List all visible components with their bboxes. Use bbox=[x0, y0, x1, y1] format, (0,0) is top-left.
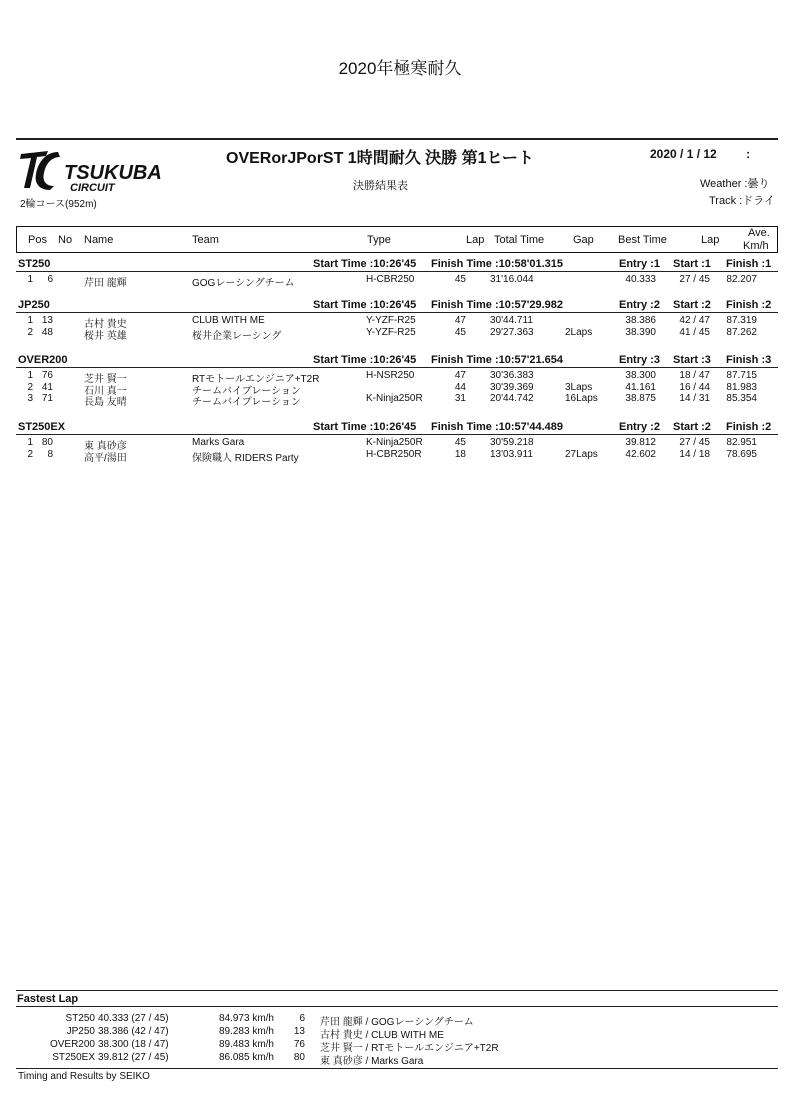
class-header-row bbox=[16, 258, 778, 272]
fl-rider: 芹田 龍輝 / GOGレーシングチーム bbox=[320, 1017, 474, 1028]
cell-ave: 87.715 bbox=[726, 370, 757, 381]
cell-best-lap: 27 / 45 bbox=[679, 274, 710, 285]
fl-time: 40.333 (27 / 45) bbox=[98, 1013, 169, 1024]
cell-no: 71 bbox=[41, 393, 53, 404]
course-label: 2輪コース(952m) bbox=[20, 199, 97, 210]
fl-speed: 89.283 km/h bbox=[218, 1026, 274, 1037]
tsukuba-circuit-logo bbox=[18, 146, 198, 194]
col-total-time: Total Time bbox=[494, 234, 545, 246]
col-ave: Ave. bbox=[748, 227, 770, 239]
cell-best: 42.602 bbox=[625, 448, 656, 460]
cell-best: 40.333 bbox=[625, 274, 656, 285]
class-name: ST250 bbox=[18, 258, 51, 270]
cell-total: 20'44.742 bbox=[490, 393, 534, 404]
class-start: Start :2 bbox=[673, 421, 711, 433]
cell-no: 41 bbox=[41, 381, 53, 393]
cell-gap: 27Laps bbox=[565, 448, 598, 460]
cell-best-lap: 27 / 45 bbox=[679, 437, 710, 448]
class-start-time: Start Time :10:26'45 bbox=[313, 354, 417, 366]
cell-best-lap: 42 / 47 bbox=[679, 315, 710, 326]
class-divider bbox=[16, 312, 778, 313]
top-divider bbox=[16, 138, 778, 140]
col-pos: Pos bbox=[28, 234, 47, 246]
cell-pos: 3 bbox=[27, 393, 33, 404]
cell-name: 長島 友晴 bbox=[84, 397, 127, 408]
table-row bbox=[16, 370, 778, 385]
cell-pos: 1 bbox=[27, 370, 33, 381]
class-finish-time: Finish Time :10:57'44.489 bbox=[431, 421, 564, 433]
fastest-lap-row bbox=[0, 1013, 800, 1028]
cell-total: 30'36.383 bbox=[490, 370, 534, 381]
class-start-time: Start Time :10:26'45 bbox=[313, 421, 417, 433]
fl-class: OVER200 bbox=[49, 1039, 95, 1050]
cell-type: H-NSR250 bbox=[366, 370, 415, 381]
race-subtitle: 決勝結果表 bbox=[353, 180, 408, 192]
cell-ave: 87.262 bbox=[726, 326, 757, 338]
race-title: OVERorJPorST 1時間耐久 決勝 第1ヒート bbox=[226, 150, 534, 167]
class-start: Start :1 bbox=[673, 258, 711, 270]
cell-best-lap: 16 / 44 bbox=[679, 381, 710, 393]
cell-name: 東 真砂彦 bbox=[84, 441, 127, 452]
tc-logo-icon bbox=[18, 146, 198, 194]
class-header-row bbox=[16, 299, 778, 313]
class-start-time: Start Time :10:26'45 bbox=[313, 258, 417, 270]
col-gap: Gap bbox=[573, 234, 594, 246]
table-row bbox=[16, 326, 778, 342]
col-ave-unit: Km/h bbox=[743, 240, 769, 252]
cell-lap: 45 bbox=[454, 437, 466, 448]
class-name: JP250 bbox=[18, 299, 50, 311]
fl-class: ST250EX bbox=[52, 1052, 95, 1063]
cell-name: 芹田 龍輝 bbox=[84, 278, 127, 289]
cell-best: 41.161 bbox=[625, 381, 656, 393]
cell-best: 38.390 bbox=[625, 326, 656, 338]
cell-team: CLUB WITH ME bbox=[192, 315, 265, 326]
fl-no: 13 bbox=[293, 1026, 305, 1037]
fl-class: JP250 bbox=[66, 1026, 95, 1037]
fl-class: ST250 bbox=[65, 1013, 95, 1024]
cell-total: 30'44.711 bbox=[490, 315, 533, 326]
cell-gap: 16Laps bbox=[565, 393, 598, 404]
class-name: OVER200 bbox=[18, 354, 68, 366]
cell-best-lap: 14 / 18 bbox=[679, 448, 710, 460]
cell-no: 80 bbox=[41, 437, 53, 448]
race-date-value: 2020 / 1 / 12 bbox=[650, 147, 717, 161]
cell-pos: 2 bbox=[27, 448, 33, 460]
fl-no: 80 bbox=[293, 1052, 305, 1063]
class-entry: Entry :1 bbox=[619, 258, 660, 270]
fl-time: 39.812 (27 / 45) bbox=[98, 1052, 169, 1063]
cell-name: 古村 貴史 bbox=[84, 319, 127, 330]
cell-gap: 2Laps bbox=[565, 326, 593, 338]
cell-type: Y-YZF-R25 bbox=[366, 326, 416, 338]
class-start: Start :2 bbox=[673, 299, 711, 311]
cell-best: 38.300 bbox=[625, 370, 656, 381]
logo-text-sub: CIRCUIT bbox=[70, 182, 115, 194]
fastest-lap-title: Fastest Lap bbox=[17, 993, 79, 1005]
fl-rider: 東 真砂彦 / Marks Gara bbox=[320, 1056, 424, 1067]
cell-no: 48 bbox=[41, 326, 53, 338]
fl-rider: 古村 貴史 / CLUB WITH ME bbox=[320, 1030, 444, 1041]
cell-team: Marks Gara bbox=[192, 437, 245, 448]
cell-lap: 47 bbox=[454, 315, 466, 326]
col-lap: Lap bbox=[466, 234, 485, 246]
col-name: Name bbox=[84, 234, 114, 246]
fl-time: 38.386 (42 / 47) bbox=[98, 1026, 169, 1037]
race-date bbox=[650, 147, 750, 161]
cell-lap: 31 bbox=[454, 393, 466, 404]
cell-type: K-Ninja250R bbox=[366, 393, 423, 404]
class-name: ST250EX bbox=[18, 421, 66, 433]
col-best-lap: Lap bbox=[701, 234, 720, 246]
class-finish: Finish :2 bbox=[726, 299, 772, 311]
col-type: Type bbox=[367, 234, 391, 246]
class-finish-time: Finish Time :10:58'01.315 bbox=[431, 258, 564, 270]
cell-lap: 44 bbox=[454, 381, 466, 393]
class-divider bbox=[16, 367, 778, 368]
col-no: No bbox=[58, 234, 73, 246]
cell-name: 高平/湯田 bbox=[84, 452, 127, 464]
cell-team: 桜井企業レーシング bbox=[192, 330, 282, 342]
cell-team: 保険職人 RIDERS Party bbox=[192, 452, 299, 464]
cell-lap: 45 bbox=[454, 274, 466, 285]
class-finish: Finish :2 bbox=[726, 421, 772, 433]
cell-total: 29'27.363 bbox=[490, 326, 534, 338]
fl-rider: 芝井 賢一 / RTモトールエンジニア+T2R bbox=[320, 1043, 499, 1054]
cell-total: 13'03.911 bbox=[490, 448, 533, 460]
fastest-lap-row bbox=[0, 1039, 800, 1054]
cell-best: 38.386 bbox=[625, 315, 656, 326]
cell-ave: 82.207 bbox=[726, 274, 757, 285]
col-best-time: Best Time bbox=[618, 234, 667, 246]
cell-best: 38.875 bbox=[625, 393, 656, 404]
cell-no: 13 bbox=[41, 315, 53, 326]
fastest-lap-underline bbox=[16, 1006, 778, 1007]
cell-ave: 78.695 bbox=[726, 448, 757, 460]
footer-divider bbox=[16, 1068, 778, 1069]
class-header-row bbox=[16, 354, 778, 368]
class-divider bbox=[16, 271, 778, 272]
cell-team: チームバイブレーション bbox=[192, 385, 301, 397]
footer-credit: Timing and Results by SEIKO bbox=[18, 1071, 150, 1082]
cell-pos: 2 bbox=[27, 381, 33, 393]
cell-total: 30'59.218 bbox=[490, 437, 534, 448]
class-divider bbox=[16, 434, 778, 435]
table-row bbox=[16, 274, 778, 289]
cell-pos: 1 bbox=[27, 274, 33, 285]
cell-ave: 81.983 bbox=[726, 381, 757, 393]
cell-best-lap: 41 / 45 bbox=[679, 326, 710, 338]
table-row bbox=[16, 448, 778, 464]
cell-total: 31'16.044 bbox=[490, 274, 534, 285]
class-finish: Finish :3 bbox=[726, 354, 772, 366]
cell-pos: 2 bbox=[27, 326, 33, 338]
logo-text-main: TSUKUBA bbox=[64, 162, 162, 184]
cell-best: 39.812 bbox=[625, 437, 656, 448]
class-entry: Entry :3 bbox=[619, 354, 660, 366]
cell-total: 30'39.369 bbox=[490, 381, 534, 393]
cell-lap: 47 bbox=[454, 370, 466, 381]
track-label: Track :ドライ bbox=[709, 195, 775, 207]
cell-team: チームバイブレーション bbox=[192, 397, 301, 408]
class-finish: Finish :1 bbox=[726, 258, 772, 270]
cell-best-lap: 18 / 47 bbox=[679, 370, 710, 381]
table-row bbox=[16, 437, 778, 452]
class-start-time: Start Time :10:26'45 bbox=[313, 299, 417, 311]
cell-ave: 87.319 bbox=[726, 315, 757, 326]
table-row bbox=[16, 393, 778, 408]
fl-speed: 84.973 km/h bbox=[218, 1013, 274, 1024]
cell-team: RTモトールエンジニア+T2R bbox=[192, 374, 320, 385]
cell-ave: 85.354 bbox=[726, 393, 757, 404]
class-finish-time: Finish Time :10:57'21.654 bbox=[431, 354, 564, 366]
class-finish-time: Finish Time :10:57'29.982 bbox=[431, 299, 564, 311]
col-team: Team bbox=[192, 234, 219, 246]
cell-name: 芝井 賢一 bbox=[84, 374, 127, 385]
cell-gap: 3Laps bbox=[565, 381, 593, 393]
table-row bbox=[16, 315, 778, 330]
cell-lap: 45 bbox=[454, 326, 466, 338]
cell-no: 8 bbox=[47, 448, 53, 460]
fastest-lap-row bbox=[0, 1026, 800, 1041]
class-entry: Entry :2 bbox=[619, 299, 660, 311]
cell-type: H-CBR250 bbox=[366, 274, 415, 285]
class-header-row bbox=[16, 421, 778, 435]
fl-no: 76 bbox=[293, 1039, 305, 1050]
cell-name: 桜井 英雄 bbox=[84, 330, 127, 342]
page-title: 2020年極寒耐久 bbox=[338, 59, 462, 78]
cell-pos: 1 bbox=[27, 437, 33, 448]
cell-team: GOGレーシングチーム bbox=[192, 278, 295, 289]
cell-type: H-CBR250R bbox=[366, 448, 422, 460]
cell-no: 76 bbox=[41, 370, 53, 381]
fl-speed: 89.483 km/h bbox=[218, 1039, 274, 1050]
cell-type: K-Ninja250R bbox=[366, 437, 423, 448]
cell-name: 石川 真一 bbox=[84, 385, 127, 397]
race-date-suffix: : bbox=[746, 147, 751, 161]
table-row bbox=[16, 381, 778, 397]
cell-type: Y-YZF-R25 bbox=[366, 315, 416, 326]
fl-no: 6 bbox=[299, 1013, 305, 1024]
cell-best-lap: 14 / 31 bbox=[679, 393, 710, 404]
fastest-lap-row bbox=[0, 1052, 800, 1067]
cell-lap: 18 bbox=[454, 448, 466, 460]
fl-speed: 86.085 km/h bbox=[218, 1052, 274, 1063]
class-start: Start :3 bbox=[673, 354, 711, 366]
weather-label: Weather :曇り bbox=[700, 178, 770, 190]
class-entry: Entry :2 bbox=[619, 421, 660, 433]
cell-no: 6 bbox=[47, 274, 53, 285]
fastest-lap-divider bbox=[16, 990, 778, 991]
cell-pos: 1 bbox=[27, 315, 33, 326]
fl-time: 38.300 (18 / 47) bbox=[98, 1039, 169, 1050]
cell-ave: 82.951 bbox=[726, 437, 757, 448]
